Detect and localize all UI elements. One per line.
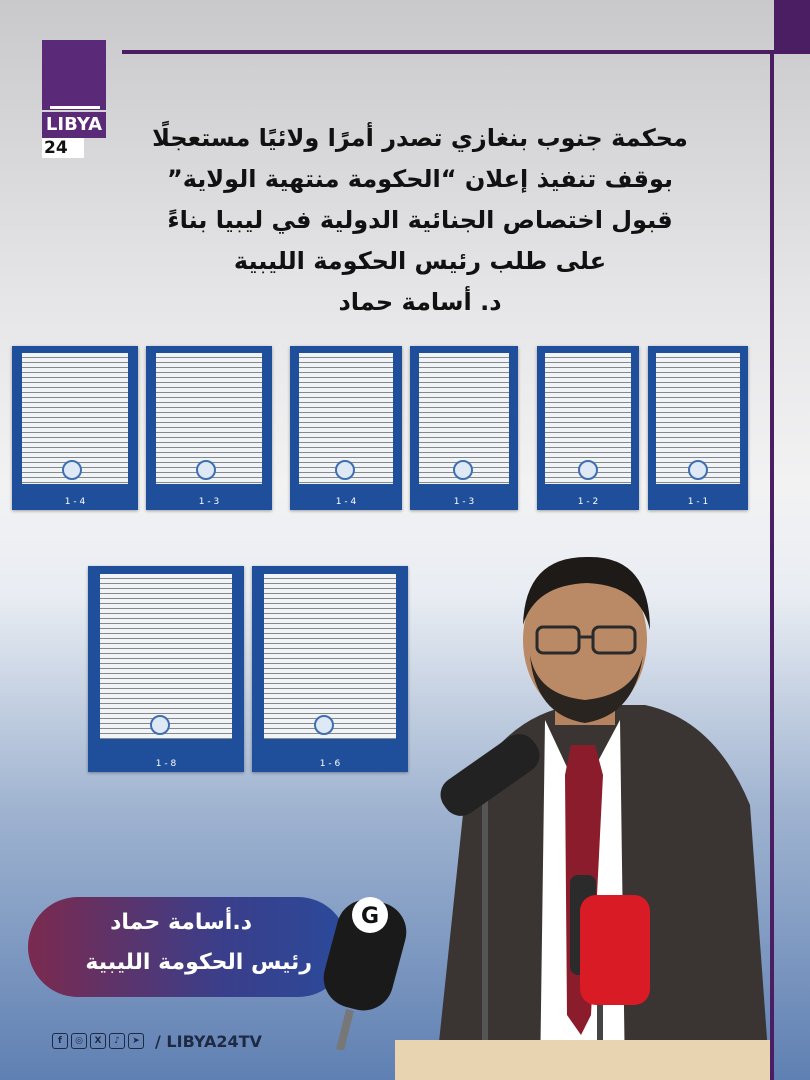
document-page	[290, 346, 402, 510]
document-page	[648, 346, 748, 510]
speaker-photo	[395, 545, 770, 1080]
svg-text:G: G	[360, 904, 380, 929]
facebook-icon[interactable]: f	[52, 1033, 68, 1049]
tiktok-icon[interactable]: ♪	[109, 1033, 125, 1049]
top-frame-line	[122, 50, 810, 54]
document-page	[146, 346, 272, 510]
headline	[110, 118, 730, 323]
document-page-label: 1 - 2	[577, 497, 599, 507]
headline-line-4: على طلب رئيس الحكومة الليبية	[233, 247, 607, 275]
logo-number: 24	[42, 138, 84, 158]
document-page-label: 1 - 1	[687, 497, 709, 507]
headline-line-1: محكمة جنوب بنغازي تصدر أمرًا ولائيًا مستعجلًا	[152, 124, 688, 152]
document-page-label: 1 - 3	[453, 497, 475, 507]
document-page-label: 1 - 4	[335, 497, 357, 507]
headline-line-5: د. أسامة حماد	[338, 288, 502, 316]
social-handle[interactable]: / LIBYA24TV	[155, 1031, 262, 1051]
telegram-icon[interactable]: ➤	[128, 1033, 144, 1049]
document-page	[12, 346, 138, 510]
corner-block	[774, 0, 810, 54]
social-links	[52, 1030, 262, 1052]
right-frame-line	[770, 50, 774, 1080]
libya24-logo	[42, 40, 106, 158]
document-page-label: 1 - 6	[319, 759, 341, 769]
headline-line-2: بوقف تنفيذ إعلان “الحكومة منتهية الولاية”	[166, 165, 674, 193]
x-icon[interactable]: X	[90, 1033, 106, 1049]
logo-word: LIBYA	[42, 112, 106, 138]
document-page-label: 1 - 4	[64, 497, 86, 507]
headline-line-3: قبول اختصاص الجنائية الدولية في ليبيا بناءً	[167, 206, 673, 234]
instagram-icon[interactable]: ◎	[71, 1033, 87, 1049]
document-page	[88, 566, 244, 772]
microphone-icon	[310, 880, 420, 1050]
document-page	[537, 346, 639, 510]
speaker-name: د.أسامة حماد	[110, 910, 252, 935]
speaker-name-box	[28, 897, 348, 997]
speaker-title: رئيس الحكومة الليبية	[85, 950, 312, 975]
document-page	[252, 566, 408, 772]
document-page-label: 1 - 3	[198, 497, 220, 507]
document-page-label: 1 - 8	[155, 759, 177, 769]
document-page	[410, 346, 518, 510]
